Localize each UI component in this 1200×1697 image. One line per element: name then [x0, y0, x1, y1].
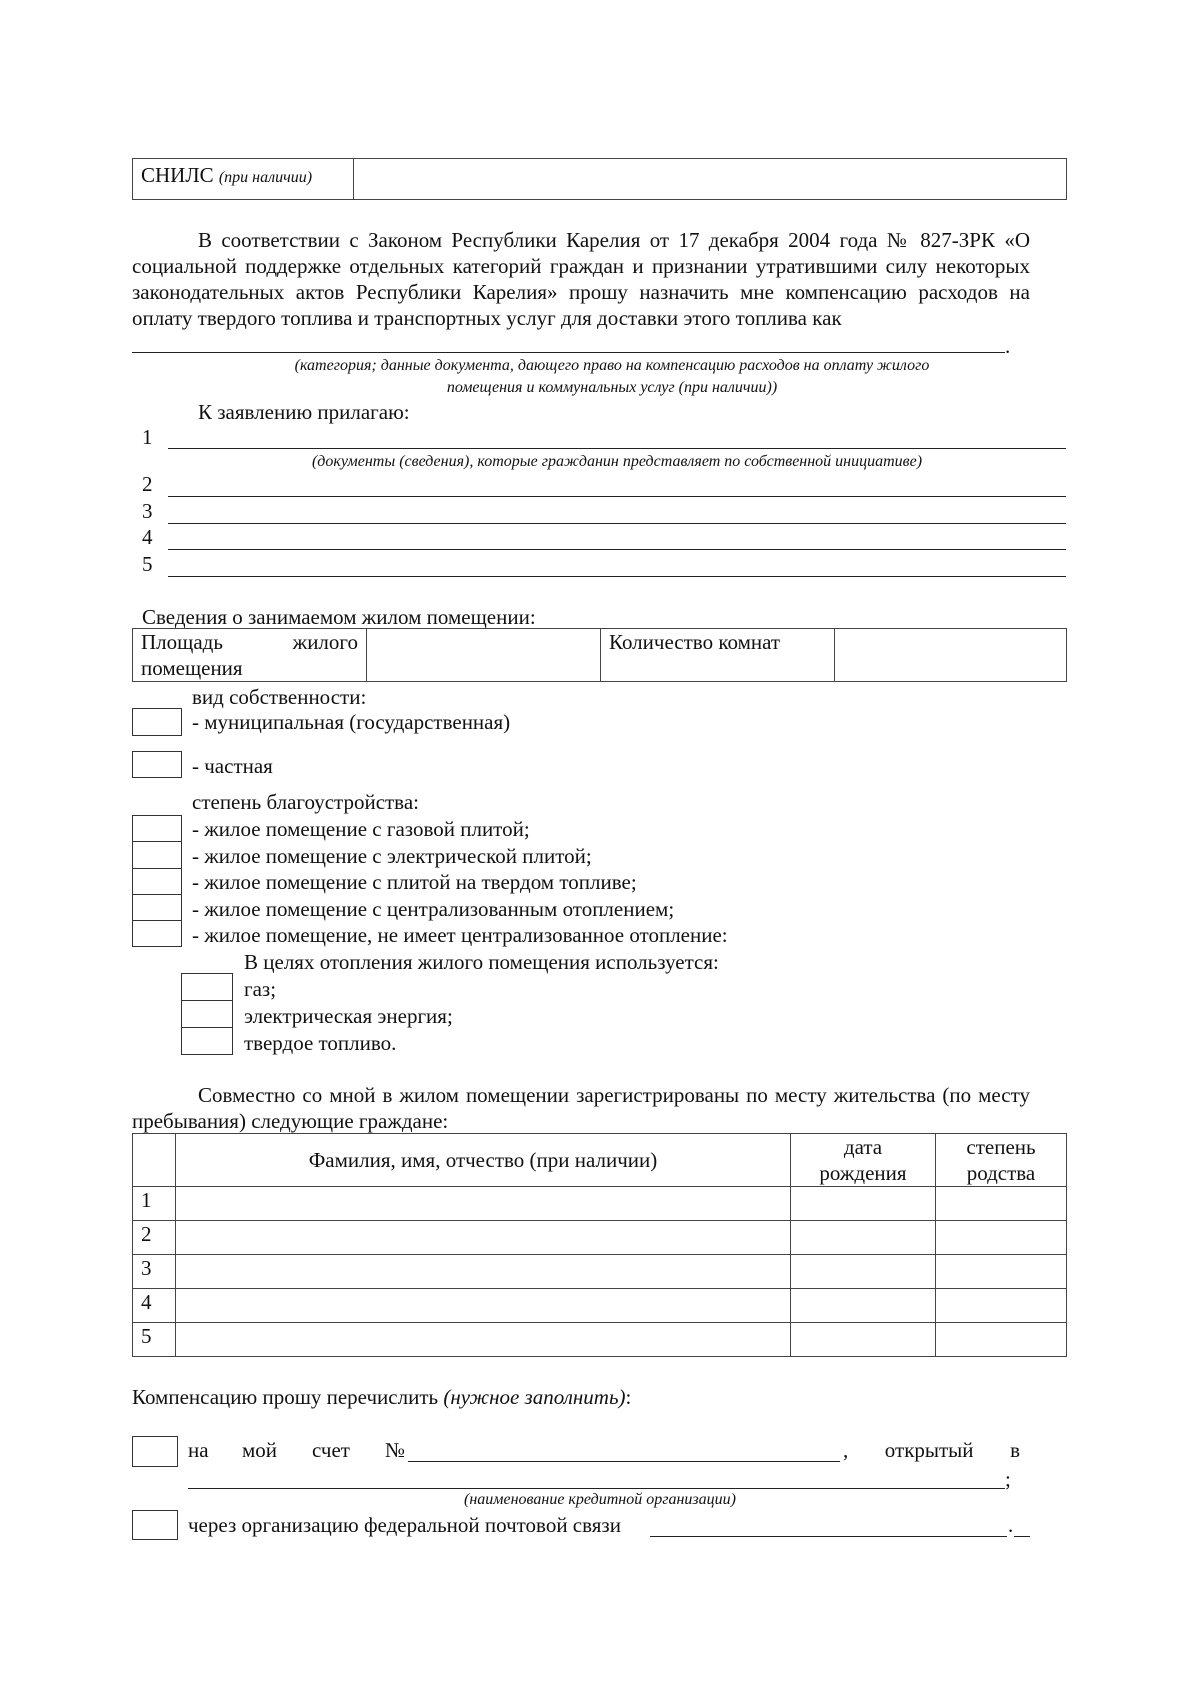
fullname-cell[interactable]: [176, 1187, 791, 1221]
pay-via-post-checkbox[interactable]: [132, 1510, 178, 1540]
account-number-input[interactable]: [408, 1461, 840, 1462]
housing-table: [132, 628, 1067, 682]
amenity-checkbox[interactable]: [132, 815, 182, 842]
ownership-private-checkbox[interactable]: [132, 751, 182, 778]
intro-paragraph: В соответствии с Законом Республики Карелия от 17 декабря 2004 года № 827-ЗРК «О социальной поддержке отдельных категорий граждан и признании утратившими силу некоторых законодательных актов Республики Карелия» прошу назначить мне компенсацию расходов на оплату твердого топлива и транспортных услуг для доставки этого топлива как: [132, 228, 1030, 330]
relation-cell[interactable]: [936, 1221, 1067, 1255]
attachments-caption: (документы (сведения), которые гражданин представляет по собственной инициативе): [311, 453, 923, 470]
row-number: 5: [133, 1323, 176, 1357]
heating-gas-checkbox[interactable]: [181, 973, 233, 1001]
header-number: [133, 1134, 176, 1187]
header-relation: степень родства: [936, 1134, 1067, 1187]
heating-solid-fuel-checkbox[interactable]: [181, 1027, 233, 1055]
row-number: 2: [133, 1221, 176, 1255]
attachment-number: 4: [142, 525, 153, 549]
attachments-title: К заявлению прилагаю:: [198, 400, 410, 424]
heating-electric-checkbox[interactable]: [181, 1000, 233, 1028]
bank-caption: (наименование кредитной организации): [464, 1491, 736, 1508]
attachment-number: 1: [142, 425, 153, 449]
amenity-checkbox[interactable]: [132, 894, 182, 921]
snils-label: СНИЛС: [141, 162, 214, 187]
relation-cell[interactable]: [936, 1323, 1067, 1357]
trailing-line: [1014, 1536, 1030, 1537]
relation-cell[interactable]: [936, 1187, 1067, 1221]
post-label: через организацию федеральной почтовой связи: [188, 1513, 621, 1537]
snils-input[interactable]: [354, 159, 1067, 200]
heating-option: твердое топливо.: [244, 1031, 397, 1055]
amenity-option: - жилое помещение с газовой плитой;: [192, 817, 530, 841]
birthdate-cell[interactable]: [791, 1323, 936, 1357]
ownership-title: вид собственности:: [192, 685, 367, 709]
row-number: 3: [133, 1255, 176, 1289]
relation-cell[interactable]: [936, 1255, 1067, 1289]
payment-hint: (нужное заполнить): [443, 1385, 626, 1409]
opened-in-label: , открытый в: [843, 1438, 1020, 1462]
semicolon: ;: [1005, 1467, 1011, 1491]
area-label: Площадь жилого помещения: [133, 629, 367, 682]
attachment-number: 2: [142, 472, 153, 496]
attachment-line-4[interactable]: [168, 549, 1066, 550]
fullname-cell[interactable]: [176, 1255, 791, 1289]
payment-title-line: [132, 1384, 631, 1410]
heating-option: электрическая энергия;: [244, 1004, 453, 1028]
attachment-line-5[interactable]: [168, 576, 1066, 577]
attachment-line-2[interactable]: [168, 496, 1066, 497]
amenity-option: - жилое помещение, не имеет централизованное отопление:: [192, 923, 728, 947]
account-word: счет: [312, 1438, 350, 1462]
fullname-cell[interactable]: [176, 1289, 791, 1323]
amenity-checkbox[interactable]: [132, 868, 182, 895]
header-fullname: Фамилия, имя, отчество (при наличии): [176, 1134, 791, 1187]
relation-cell[interactable]: [936, 1289, 1067, 1323]
amenity-checkbox[interactable]: [132, 841, 182, 869]
residents-table: [132, 1133, 1067, 1357]
payment-title: Компенсацию прошу перечислить: [132, 1385, 439, 1409]
pay-to-account-checkbox[interactable]: [132, 1436, 178, 1467]
account-word: на: [188, 1438, 209, 1462]
rooms-label: Количество комнат: [601, 629, 835, 682]
colon: :: [625, 1385, 632, 1409]
account-word: №: [385, 1438, 406, 1462]
category-caption-1: (категория; данные документа, дающего право на компенсацию расходов на оплату жилого: [294, 357, 930, 374]
fullname-cell[interactable]: [176, 1221, 791, 1255]
heating-title: В целях отопления жилого помещения используется:: [244, 950, 719, 974]
ownership-option: - муниципальная (государственная): [192, 710, 511, 734]
account-word: мой: [242, 1438, 278, 1462]
residents-paragraph: Совместно со мной в жилом помещении зарегистрированы по месту жительства (по месту пребывания) следующие граждане:: [132, 1083, 1030, 1133]
snils-label-cell: [133, 159, 354, 200]
rooms-input[interactable]: [835, 629, 1067, 682]
amenities-title: степень благоустройства:: [192, 790, 419, 814]
attachment-number: 3: [142, 499, 153, 523]
snils-hint: (при наличии): [218, 168, 313, 186]
attachment-line-3[interactable]: [168, 523, 1066, 524]
fullname-cell[interactable]: [176, 1323, 791, 1357]
area-input[interactable]: [367, 629, 601, 682]
period: .: [1005, 334, 1011, 358]
row-number: 1: [133, 1187, 176, 1221]
header-birthdate: дата рождения: [791, 1134, 936, 1187]
ownership-municipal-checkbox[interactable]: [132, 708, 182, 736]
birthdate-cell[interactable]: [791, 1221, 936, 1255]
post-office-input[interactable]: [650, 1536, 1007, 1537]
amenity-option: - жилое помещение с электрической плитой;: [192, 844, 592, 868]
housing-title: Сведения о занимаемом жилом помещении:: [142, 605, 536, 629]
attachment-line-1[interactable]: [168, 448, 1066, 449]
category-input-line[interactable]: [132, 352, 1005, 353]
birthdate-cell[interactable]: [791, 1289, 936, 1323]
snils-table: [132, 158, 1067, 200]
attachment-number: 5: [142, 552, 153, 576]
row-number: 4: [133, 1289, 176, 1323]
birthdate-cell[interactable]: [791, 1255, 936, 1289]
period: .: [1008, 1513, 1014, 1537]
birthdate-cell[interactable]: [791, 1187, 936, 1221]
heating-option: газ;: [244, 977, 277, 1001]
amenity-option: - жилое помещение с централизованным отоплением;: [192, 897, 675, 921]
amenity-option: - жилое помещение с плитой на твердом топливе;: [192, 870, 637, 894]
ownership-option: - частная: [192, 754, 273, 778]
category-caption-2: помещения и коммунальных услуг (при наличии)): [446, 379, 778, 396]
amenity-checkbox[interactable]: [132, 920, 182, 947]
